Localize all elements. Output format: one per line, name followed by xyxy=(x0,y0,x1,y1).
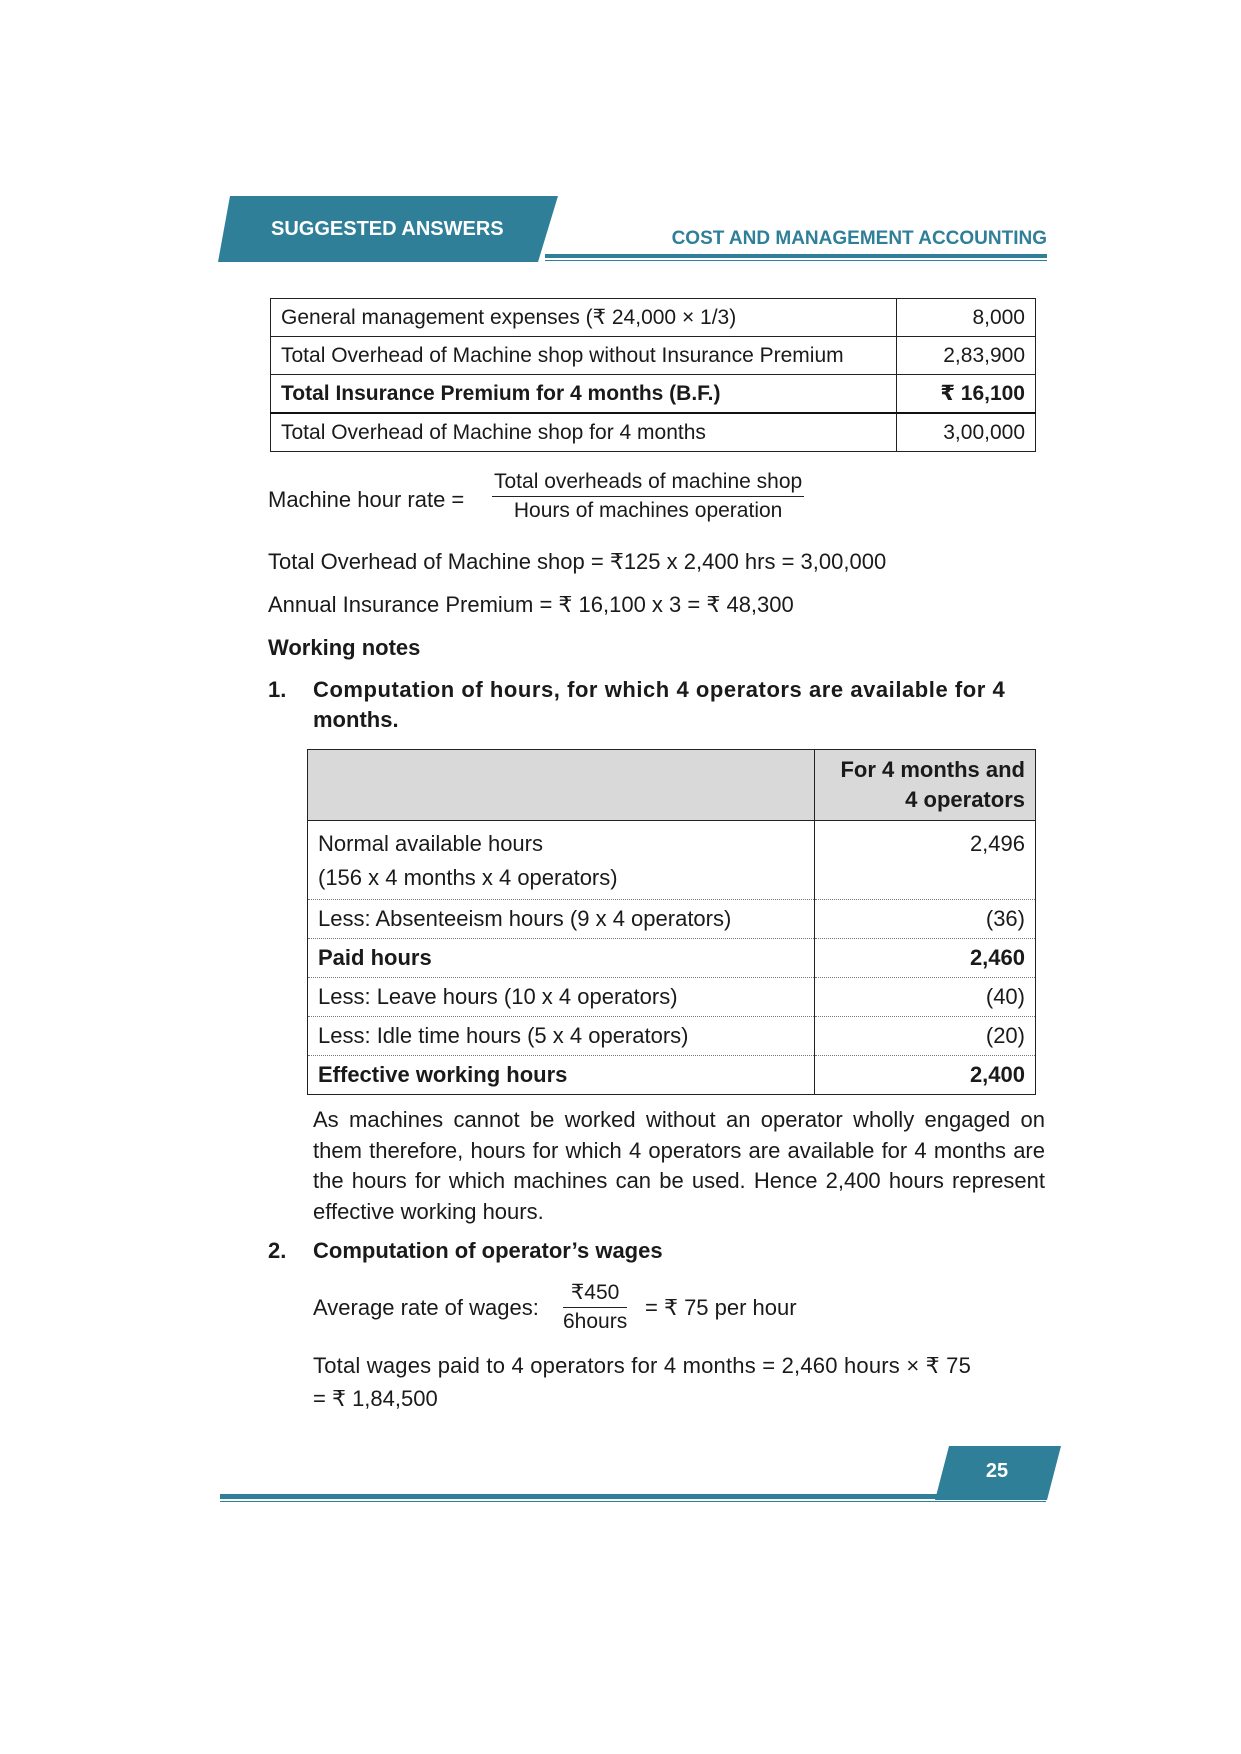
table-row xyxy=(308,1017,1036,1056)
row-value: 8,000 xyxy=(897,299,1036,337)
hours-table xyxy=(307,749,1036,1095)
total-wages-line1: Total wages paid to 4 operators for 4 months = 2,460 hours × ₹ 75 xyxy=(313,1353,972,1378)
row-label: Total Overhead of Machine shop without Insurance Premium xyxy=(271,337,897,375)
row-value: 2,400 xyxy=(815,1056,1036,1095)
fraction-denominator: Hours of machines operation xyxy=(513,499,783,522)
machine-hour-rate-label: Machine hour rate = xyxy=(268,487,465,512)
row-label: Total Overhead of Machine shop for 4 months xyxy=(271,413,897,452)
row-label: Effective working hours xyxy=(308,1056,815,1095)
avg-rate-result: = ₹ 75 per hour xyxy=(645,1295,797,1320)
table-row xyxy=(308,900,1036,939)
table-row xyxy=(271,299,1036,337)
overhead-table xyxy=(270,298,1036,452)
avg-rate-fraction xyxy=(563,1280,627,1334)
page-number: 25 xyxy=(985,1460,1009,1482)
header-line1: For 4 months and xyxy=(840,757,1025,782)
table-row xyxy=(271,413,1036,452)
header-empty-cell xyxy=(308,750,815,821)
footer-rule-thin xyxy=(220,1501,1046,1502)
note1-paragraph: As machines cannot be worked without an operator wholly engaged on them therefore, hours for which 4 operators are available for 4 months are the hours for which machines can be used. Hence 2,400 hours represent effective working hours. xyxy=(313,1107,1045,1224)
table-header-row xyxy=(308,750,1036,821)
row-label: General management expenses (₹ 24,000 × 1/3) xyxy=(271,299,897,337)
total-wages-line2: = ₹ 1,84,500 xyxy=(313,1386,438,1411)
row-value: (40) xyxy=(815,978,1036,1017)
table-row xyxy=(308,821,1036,900)
row-sublabel: (156 x 4 months x 4 operators) xyxy=(318,865,618,890)
footer-rule xyxy=(220,1494,1046,1499)
total-overhead-line: Total Overhead of Machine shop = ₹125 x 2,400 hrs = 3,00,000 xyxy=(268,549,887,574)
table-row xyxy=(271,375,1036,414)
note2-number: 2. xyxy=(268,1238,287,1263)
note1-title-line1: Computation of hours, for which 4 operators are available for 4 xyxy=(313,677,1006,702)
working-notes-heading: Working notes xyxy=(268,635,421,660)
header-cell xyxy=(815,750,1036,821)
row-value: 2,496 xyxy=(815,821,1036,900)
row-label: Normal available hours xyxy=(318,831,543,856)
row-label: Less: Leave hours (10 x 4 operators) xyxy=(308,978,815,1017)
note1-title-line2: months. xyxy=(313,707,399,732)
header-rule-thin xyxy=(545,260,1047,261)
fraction-denominator: 6hours xyxy=(563,1310,628,1333)
annual-premium-line: Annual Insurance Premium = ₹ 16,100 x 3 = ₹ 48,300 xyxy=(268,592,794,617)
row-label-cell xyxy=(308,821,815,900)
note1-number: 1. xyxy=(268,677,287,702)
row-value: (20) xyxy=(815,1017,1036,1056)
row-label: Paid hours xyxy=(308,939,815,978)
header-rule xyxy=(545,254,1047,258)
row-label: Total Insurance Premium for 4 months (B.F.) xyxy=(271,375,897,414)
table-row xyxy=(308,978,1036,1017)
header-tab-label: SUGGESTED ANSWERS xyxy=(271,218,504,240)
header-line2: 4 operators xyxy=(905,787,1025,812)
fraction-numerator: Total overheads of machine shop xyxy=(492,470,804,497)
table-row xyxy=(271,337,1036,375)
row-value: (36) xyxy=(815,900,1036,939)
fraction-numerator: ₹450 xyxy=(563,1280,627,1308)
row-label: Less: Idle time hours (5 x 4 operators) xyxy=(308,1017,815,1056)
row-value: 3,00,000 xyxy=(897,413,1036,452)
avg-rate-label: Average rate of wages: xyxy=(313,1295,539,1320)
note2-title: Computation of operator’s wages xyxy=(313,1238,663,1263)
row-value: ₹ 16,100 xyxy=(897,375,1036,414)
row-value: 2,83,900 xyxy=(897,337,1036,375)
row-label: Less: Absenteeism hours (9 x 4 operators) xyxy=(308,900,815,939)
table-row xyxy=(308,939,1036,978)
header-title: COST AND MANAGEMENT ACCOUNTING xyxy=(671,228,1047,249)
machine-hour-rate-fraction xyxy=(492,470,804,523)
row-value: 2,460 xyxy=(815,939,1036,978)
table-row xyxy=(308,1056,1036,1095)
